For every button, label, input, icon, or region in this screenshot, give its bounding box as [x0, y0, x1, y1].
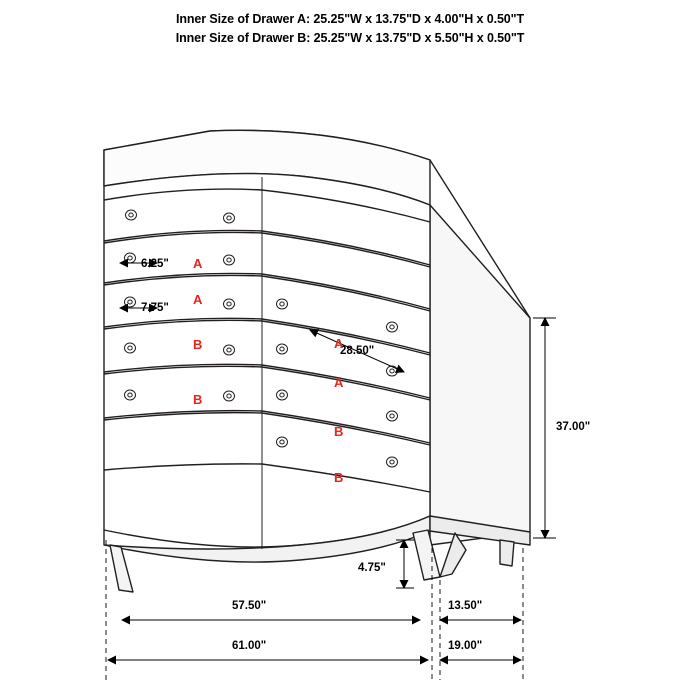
dimension-leg-height: 4.75" — [358, 562, 386, 574]
dimension-total-height: 37.00" — [556, 421, 591, 433]
dimension-depth-diagonal: 28.50" — [340, 345, 375, 357]
dimension-overall-depth: 19.00" — [448, 640, 483, 652]
drawer-label-right-row4: B — [334, 470, 344, 485]
dimension-drawer-b-height: 7.75" — [141, 302, 169, 314]
drawer-label-right-row2: A — [334, 375, 344, 390]
dimension-side-depth: 13.50" — [448, 600, 483, 612]
drawer-label-right-row3: B — [334, 424, 344, 439]
drawer-label-left-row3: B — [193, 337, 203, 352]
dimension-drawer-a-height: 6.25" — [141, 258, 169, 270]
drawer-b-note: Inner Size of Drawer B: 25.25"W x 13.75"D x 5.50"H x 0.50"T — [175, 31, 525, 45]
dimension-front-width: 57.50" — [232, 600, 267, 612]
drawer-a-note: Inner Size of Drawer A: 25.25"W x 13.75"D x 4.00"H x 0.50"T — [175, 12, 525, 26]
drawer-label-left-row1: A — [193, 256, 203, 271]
drawer-label-right-row1: A — [334, 336, 344, 351]
dimension-overall-width: 61.00" — [232, 640, 267, 652]
drawer-label-left-row4: B — [193, 392, 203, 407]
drawer-label-left-row2: A — [193, 292, 203, 307]
